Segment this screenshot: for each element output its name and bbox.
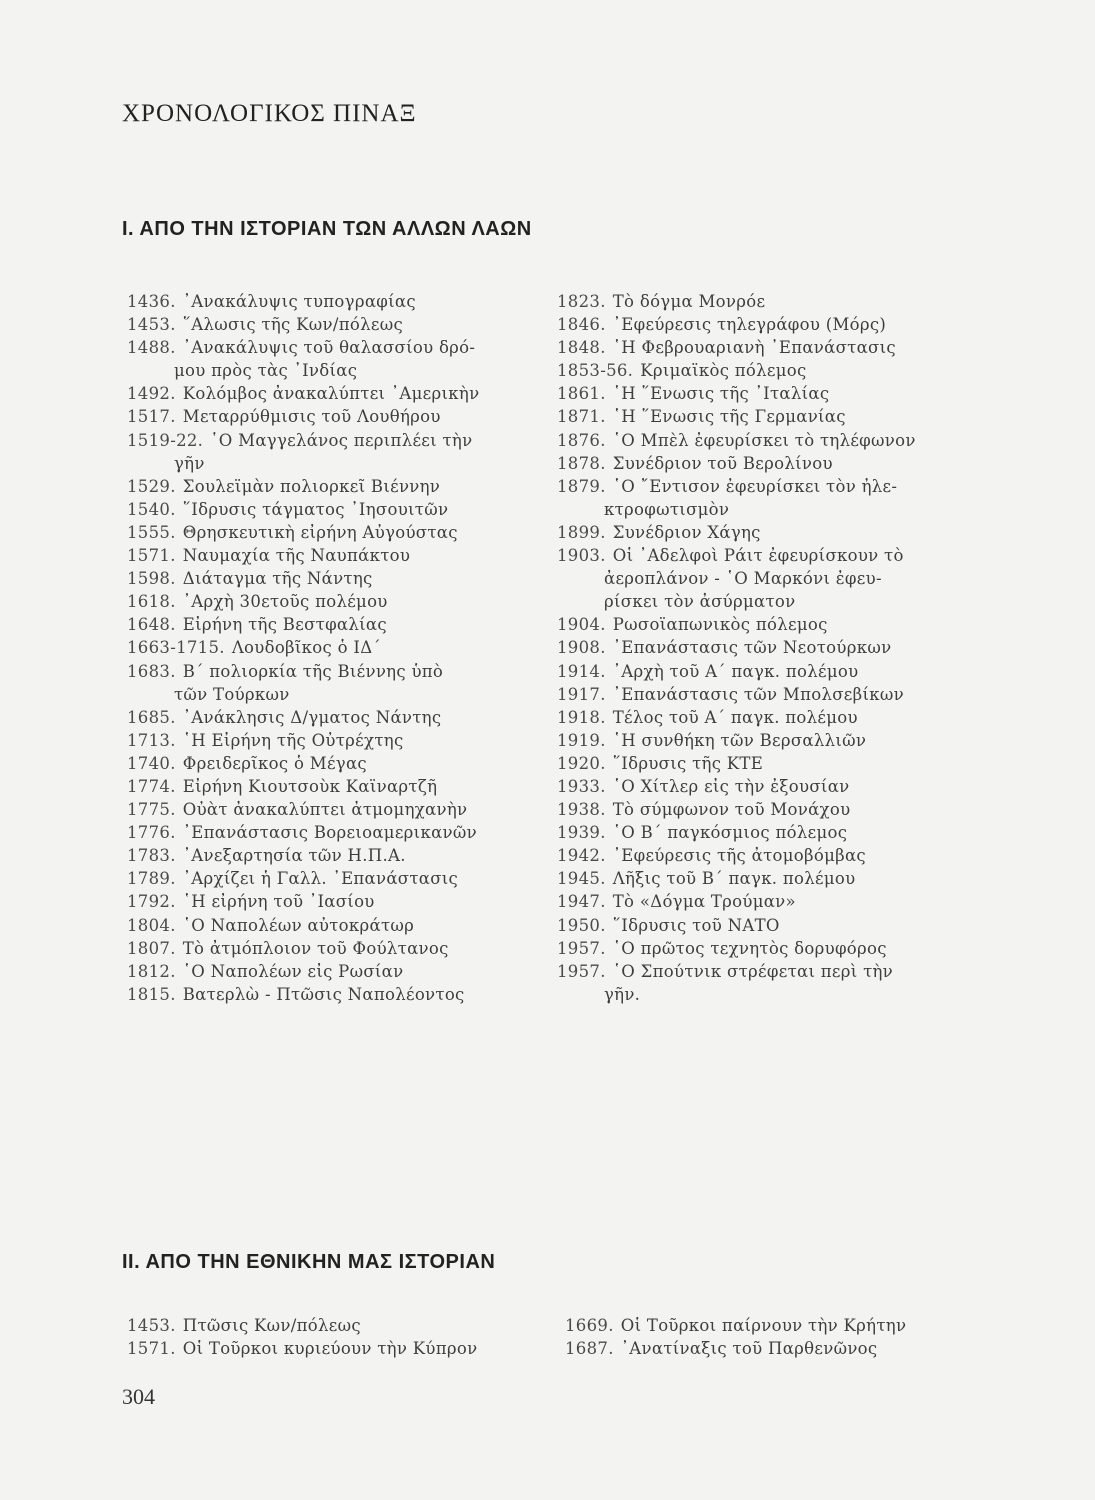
chronology-entry: [557, 706, 997, 729]
entry-year: 1519-22.: [127, 430, 204, 450]
entry-event: ᾿Ανεξαρτησία τῶν Η.Π.Α.: [182, 846, 406, 866]
chronology-entry: [557, 613, 997, 636]
entry-year: 1571.: [127, 1339, 176, 1359]
entry-event: ᾿Ανακάλυψις τυπογραφίας: [182, 292, 416, 311]
chronology-entry: [557, 752, 997, 775]
entry-event: ῞Αλωσις τῆς Κων/πόλεως: [182, 315, 403, 335]
chronology-entry: [557, 937, 997, 960]
chronology-entry: [557, 867, 997, 890]
entry-year: 1648.: [127, 615, 176, 635]
entry-year: 1789.: [127, 869, 176, 889]
entry-year: 1945.: [557, 869, 606, 889]
entry-event: ῾Ο Μπὲλ ἐφευρίσκει τὸ τηλέφωνον: [612, 430, 916, 450]
chronology-entry: [557, 382, 997, 405]
entry-event: Εἰρήνη Κιουτσοὺκ Καϊναρτζῆ: [182, 776, 438, 796]
entry-continuation: μου πρὸς τὰς ᾿Ινδίας: [174, 361, 358, 381]
page-number: 304: [122, 1384, 155, 1409]
entry-year: 1488.: [127, 338, 176, 358]
entry-event: ῾Ο Ναπολέων αὐτοκράτωρ: [182, 915, 415, 935]
entry-year: 1918.: [557, 707, 606, 727]
entry-event: ῾Η ῞Ενωσις τῆς ᾿Ιταλίας: [612, 384, 830, 404]
chronology-entry: [557, 844, 997, 867]
entry-continuation: ἀεροπλάνον - ῾Ο Μαρκόνι ἐφευ-: [604, 569, 882, 589]
entry-year: 1919.: [557, 730, 606, 750]
entry-year: 1878.: [557, 453, 606, 473]
entry-year: 1687.: [565, 1339, 614, 1359]
entry-event: Λουδοβῖκος ὁ ΙΔ΄: [231, 638, 381, 658]
chronology-entry: [127, 636, 567, 659]
entry-event: ῾Ο ῎Εντισον ἐφευρίσκει τὸν ἠλε-: [612, 476, 898, 496]
chronology-entry: [127, 844, 567, 867]
entry-year: 1492.: [127, 384, 176, 404]
chronology-entry: [127, 405, 567, 428]
entry-year: 1453.: [127, 315, 176, 335]
entry-event: Τὸ «Δόγμα Τρούμαν»: [612, 892, 796, 912]
chronology-entry: [557, 729, 997, 752]
chronology-entry: [557, 660, 997, 683]
chronology-column-right: [557, 290, 997, 1006]
entry-event: ᾿Ανακάλυψις τοῦ θαλασσίου δρό-: [182, 338, 476, 358]
entry-event: ῾Ο Ναπολέων εἰς Ρωσίαν: [182, 961, 404, 981]
chronology-entry: [127, 1337, 567, 1360]
entry-event: Οὐὰτ ἀνακαλύπτει ἀτμομηχανὴν: [182, 800, 468, 820]
chronology-entry: [557, 429, 997, 452]
entry-event: Οἱ Τοῦρκοι παίρνουν τὴν Κρήτην: [620, 1316, 907, 1335]
entry-event: ᾿Επανάστασις τῶν Νεοτούρκων: [612, 638, 892, 658]
entry-year: 1517.: [127, 407, 176, 427]
entry-event: Βατερλὼ - Πτῶσις Ναπολέοντος: [182, 984, 465, 1004]
chronology-entry: [557, 359, 997, 382]
entry-event: ᾿Αρχὴ τοῦ Α΄ παγκ. πολέμου: [612, 661, 859, 681]
entry-year: 1812.: [127, 961, 176, 981]
entry-year: 1876.: [557, 430, 606, 450]
entry-event: ῞Ιδρυσις τῆς ΚΤΕ: [612, 753, 764, 773]
entry-event: ῾Η Εἰρήνη τῆς Οὐτρέχτης: [182, 730, 404, 750]
chronology-entry: [127, 752, 567, 775]
entry-year: 1663-1715.: [127, 638, 225, 658]
entry-year: 1957.: [557, 938, 606, 958]
entry-year: 1815.: [127, 984, 176, 1004]
entry-event: Οἱ Τοῦρκοι κυριεύουν τὴν Κύπρον: [182, 1339, 478, 1359]
entry-year: 1908.: [557, 638, 606, 658]
entry-event: ᾿Επανάστασις Βορειοαμερικανῶν: [182, 823, 477, 843]
section-heading-national-history: ΙΙ. ΑΠΟ ΤΗΝ ΕΘΝΙΚΗΝ ΜΑΣ ΙΣΤΟΡΙΑΝ: [122, 1251, 496, 1273]
entry-event: Λῆξις τοῦ Β΄ παγκ. πολέμου: [612, 869, 856, 889]
entry-continuation: τῶν Τούρκων: [174, 684, 290, 704]
entry-year: 1598.: [127, 569, 176, 589]
entry-event: Μεταρρύθμισις τοῦ Λουθήρου: [182, 407, 441, 427]
entry-event: Φρειδερῖκος ὁ Μέγας: [182, 753, 367, 773]
entry-event: Ρωσοϊαπωνικὸς πόλεμος: [612, 615, 828, 635]
chronology-entry: [127, 706, 567, 729]
entry-event: Τὸ σύμφωνον τοῦ Μονάχου: [612, 800, 851, 820]
chronology-entry: [127, 729, 567, 752]
chronology-entry: [127, 983, 567, 1006]
entry-year: 1933.: [557, 776, 606, 796]
entry-year: 1618.: [127, 592, 176, 612]
entry-event: Τὸ δόγμα Μονρόε: [612, 292, 766, 311]
entry-event: ῾Ο Σπούτνικ στρέφεται περὶ τὴν: [612, 961, 894, 981]
chronology-entry: [557, 521, 997, 544]
entry-year: 1775.: [127, 800, 176, 820]
chronology-entry: [127, 821, 567, 844]
entry-event: ᾿Εφεύρεσις τῆς ἀτομοβόμβας: [612, 846, 866, 866]
entry-event: Εἰρήνη τῆς Βεστφαλίας: [182, 615, 387, 635]
entry-year: 1853-56.: [557, 361, 634, 381]
entry-event: ᾿Εφεύρεσις τηλεγράφου (Μόρς): [612, 315, 887, 335]
chronology-entry: [557, 914, 997, 937]
entry-event: ᾿Ανάκλησις Δ/γματος Νάντης: [182, 707, 442, 727]
entry-event: ῞Ιδρυσις τοῦ ΝΑΤΟ: [612, 915, 780, 935]
section-heading-other-peoples: Ι. ΑΠΟ ΤΗΝ ΙΣΤΟΡΙΑΝ ΤΩΝ ΑΛΛΩΝ ΛΑΩΝ: [122, 218, 532, 240]
chronology-entry: [557, 798, 997, 821]
entry-continuation: γῆν: [174, 453, 205, 473]
entry-event: ῾Ο Β΄ παγκόσμιος πόλεμος: [612, 823, 848, 843]
entry-year: 1713.: [127, 730, 176, 750]
entry-event: Πτῶσις Κων/πόλεως: [182, 1316, 361, 1335]
chronology-entry: [127, 498, 567, 521]
entry-event: Ναυμαχία τῆς Ναυπάκτου: [182, 546, 411, 566]
entry-year: 1879.: [557, 476, 606, 496]
chronology-entry: [127, 914, 567, 937]
entry-event: ῾Η εἰρήνη τοῦ ᾿Ιασίου: [182, 892, 375, 912]
chronology-entry: [557, 475, 997, 498]
chronology-entry: [127, 798, 567, 821]
entry-event: Β΄ πολιορκία τῆς Βιέννης ὑπὸ: [182, 661, 444, 681]
entry-year: 1804.: [127, 915, 176, 935]
entry-year: 1776.: [127, 823, 176, 843]
entry-event: ῾Η ῞Ενωσις τῆς Γερμανίας: [612, 407, 846, 427]
chronology-entry: [127, 521, 567, 544]
entry-year: 1823.: [557, 292, 606, 311]
entry-year: 1540.: [127, 499, 176, 519]
entry-year: 1740.: [127, 753, 176, 773]
chronology-entry: [127, 937, 567, 960]
chronology-entry: [127, 313, 567, 336]
chronology-entry: [557, 544, 997, 567]
entry-event: ῾Ο πρῶτος τεχνητὸς δορυφόρος: [612, 938, 887, 958]
chronology-entry: [557, 405, 997, 428]
chronology-entry: [557, 821, 997, 844]
entry-year: 1436.: [127, 292, 176, 311]
national-column-left: [127, 1314, 567, 1360]
chronology-entry: [565, 1337, 1005, 1360]
chronology-entry: [127, 290, 567, 313]
entry-year: 1685.: [127, 707, 176, 727]
chronology-entry: [127, 867, 567, 890]
chronology-entry: [565, 1314, 1005, 1337]
entry-year: 1903.: [557, 546, 606, 566]
chronology-entry: [557, 683, 997, 706]
chronology-entry: [127, 544, 567, 567]
entry-event: ᾿Αρχὴ 30ετοῦς πολέμου: [182, 592, 388, 612]
entry-year: 1914.: [557, 661, 606, 681]
entry-event: Τέλος τοῦ Α΄ παγκ. πολέμου: [612, 707, 858, 727]
entry-continuation: γῆν.: [604, 984, 641, 1004]
entry-year: 1861.: [557, 384, 606, 404]
entry-event: Οἱ ᾿Αδελφοὶ Ράιτ ἐφευρίσκουν τὸ: [612, 546, 904, 566]
entry-year: 1529.: [127, 476, 176, 496]
chronology-entry: [127, 1314, 567, 1337]
entry-continuation: κτροφωτισμὸν: [604, 499, 730, 519]
entry-event: ᾿Ανατίναξις τοῦ Παρθενῶνος: [620, 1339, 878, 1359]
entry-event: Διάταγμα τῆς Νάντης: [182, 569, 373, 589]
entry-year: 1669.: [565, 1316, 614, 1335]
entry-event: ῾Ο Χίτλερ εἰς τὴν ἐξουσίαν: [612, 776, 850, 796]
entry-event: ῾Η Φεβρουαριανὴ ᾿Επανάστασις: [612, 338, 896, 358]
chronology-entry: [557, 775, 997, 798]
entry-event: ῾Ο Μαγγελάνος περιπλέει τὴν: [210, 430, 473, 450]
entry-year: 1938.: [557, 800, 606, 820]
entry-event: Σουλεϊμὰν πολιορκεῖ Βιέννην: [182, 476, 441, 496]
chronology-entry: [557, 452, 997, 475]
entry-event: Θρησκευτικὴ εἰρήνη Αὐγούστας: [182, 522, 458, 542]
entry-year: 1904.: [557, 615, 606, 635]
entry-year: 1848.: [557, 338, 606, 358]
chronology-entry: [557, 336, 997, 359]
entry-year: 1453.: [127, 1316, 176, 1335]
entry-year: 1957.: [557, 961, 606, 981]
chronology-entry: [127, 429, 567, 452]
chronology-entry: [127, 890, 567, 913]
entry-year: 1947.: [557, 892, 606, 912]
entry-continuation: ρίσκει τὸν ἀσύρματον: [604, 592, 796, 612]
entry-year: 1792.: [127, 892, 176, 912]
chronology-entry: [127, 590, 567, 613]
entry-event: ῾Η συνθήκη τῶν Βερσαλλιῶν: [612, 730, 867, 750]
chronology-entry: [557, 290, 997, 313]
entry-event: Κολόμβος ἀνακαλύπτει ᾿Αμερικὴν: [182, 384, 480, 404]
entry-year: 1683.: [127, 661, 176, 681]
entry-year: 1807.: [127, 938, 176, 958]
chronology-entry: [557, 636, 997, 659]
entry-event: Συνέδριον Χάγης: [612, 522, 761, 542]
entry-year: 1899.: [557, 522, 606, 542]
entry-year: 1571.: [127, 546, 176, 566]
entry-event: ῞Ιδρυσις τάγματος ᾿Ιησουιτῶν: [182, 499, 449, 519]
entry-event: Συνέδριον τοῦ Βερολίνου: [612, 453, 833, 473]
chronology-column-left: [127, 290, 567, 1006]
chronology-entry: [557, 313, 997, 336]
entry-year: 1846.: [557, 315, 606, 335]
chronology-entry: [127, 336, 567, 359]
entry-year: 1555.: [127, 522, 176, 542]
chronology-entry: [127, 660, 567, 683]
entry-event: Κριμαϊκὸς πόλεμος: [640, 361, 807, 381]
chronology-entry: [127, 613, 567, 636]
entry-year: 1942.: [557, 846, 606, 866]
entry-year: 1871.: [557, 407, 606, 427]
chronology-entry: [557, 890, 997, 913]
chronology-entry: [557, 960, 997, 983]
entry-year: 1917.: [557, 684, 606, 704]
entry-year: 1939.: [557, 823, 606, 843]
entry-year: 1950.: [557, 915, 606, 935]
chronology-entry: [127, 382, 567, 405]
chronology-entry: [127, 775, 567, 798]
entry-year: 1774.: [127, 776, 176, 796]
entry-event: Τὸ ἀτμόπλοιον τοῦ Φούλτανος: [182, 938, 449, 958]
chronology-entry: [127, 475, 567, 498]
entry-year: 1920.: [557, 753, 606, 773]
page-title: ΧΡΟΝΟΛΟΓΙΚΟΣ ΠΙΝΑΞ: [122, 100, 417, 127]
chronology-entry: [127, 960, 567, 983]
entry-event: ᾿Αρχίζει ἡ Γαλλ. ᾿Επανάστασις: [182, 869, 459, 889]
national-column-right: [565, 1314, 1005, 1360]
entry-year: 1783.: [127, 846, 176, 866]
entry-event: ᾿Επανάστασις τῶν Μπολσεβίκων: [612, 684, 904, 704]
chronology-entry: [127, 567, 567, 590]
